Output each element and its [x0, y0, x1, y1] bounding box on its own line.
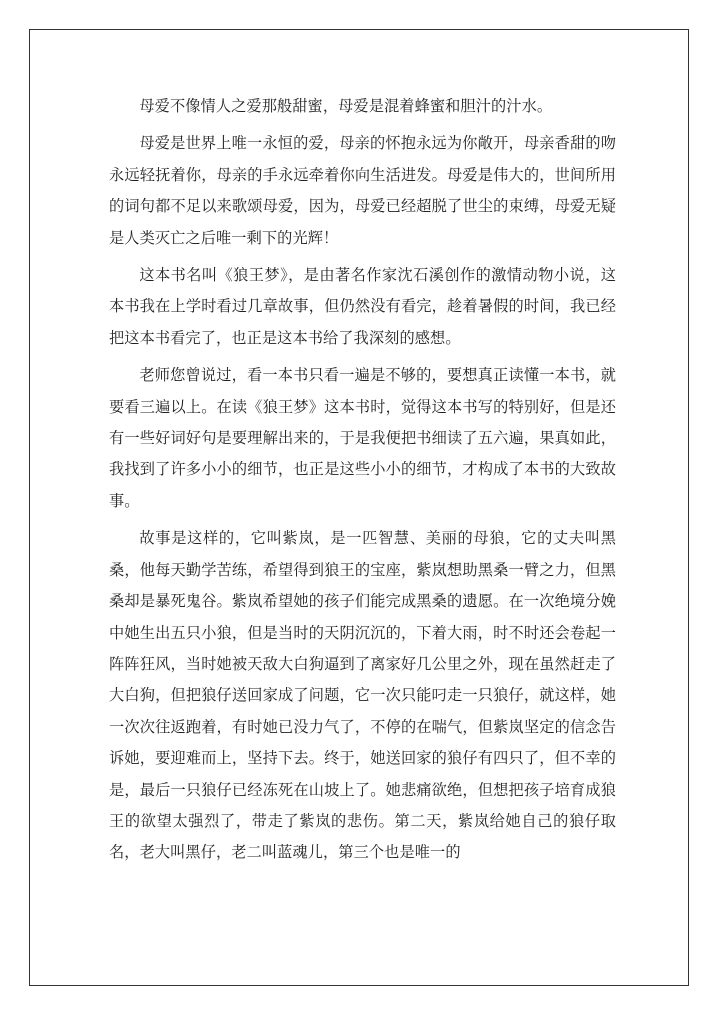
document-body — [109, 91, 616, 875]
paragraph-5: 故事是这样的，它叫紫岚，是一匹智慧、美丽的母狼，它的丈夫叫黑桑，他每天勤学苦练，希望得到狼王的宝座，紫岚想助黑桑一臂之力，但黑桑却是暴死鬼谷。紫岚希望她的孩子们能完成黑桑的遗愿。在一次绝境分娩中她生出五只小狼，但是当时的天阴沉沉的，下着大雨，时不时还会卷起一阵阵狂风，当时她被天敌大白狗逼到了离家好几公里之外，现在虽然赶走了大白狗，但把狼仔送回家成了问题，它一次只能叼走一只狼仔，就这样，她一次次往返跑着，有时她已没力气了，不停的在喘气，但紫岚坚定的信念告诉她，要迎难而上，坚持下去。终于，她送回家的狼仔有四只了，但不幸的是，最后一只狼仔已经冻死在山坡上了。她悲痛欲绝，但想把孩子培育成狼王的欲望太强烈了，带走了紫岚的悲伤。第二天，紫岚给她自己的狼仔取名，老大叫黑仔，老二叫蓝魂儿，第三个也是唯一的 — [109, 529, 616, 862]
paragraph-1: 母爱不像情人之爱那般甜蜜，母爱是混着蜂蜜和胆汁的汁水。 — [139, 97, 553, 115]
paragraph-3: 这本书名叫《狼王梦》，是由著名作家沈石溪创作的激情动物小说，这本书我在上学时看过几章故事，但仍然没有看完，趁着暑假的时间，我已经把这本书看完了，也正是这本书给了我深刻的感想。 — [109, 266, 616, 347]
paragraph-2: 母爱是世界上唯一永恒的爱，母亲的怀抱永远为你敞开，母亲香甜的吻永远轻抚着你，母亲的手永远牵着你向生活进发。母爱是伟大的，世间所用的词句都不足以来歌颂母爱，因为，母爱已经超脱了世尘的束缚，母爱无疑是人类灭亡之后唯一剩下的光辉！ — [109, 134, 616, 247]
paragraph-4: 老师您曾说过，看一本书只看一遍是不够的，要想真正读懂一本书，就要看三遍以上。在读《狼王梦》这本书时，觉得这本书写的特别好，但是还有一些好词好句是要理解出来的，于是我便把书细读了五六遍，果真如此，我找到了许多小小的细节，也正是这些小小的细节，才构成了本书的大致故事。 — [109, 366, 616, 510]
